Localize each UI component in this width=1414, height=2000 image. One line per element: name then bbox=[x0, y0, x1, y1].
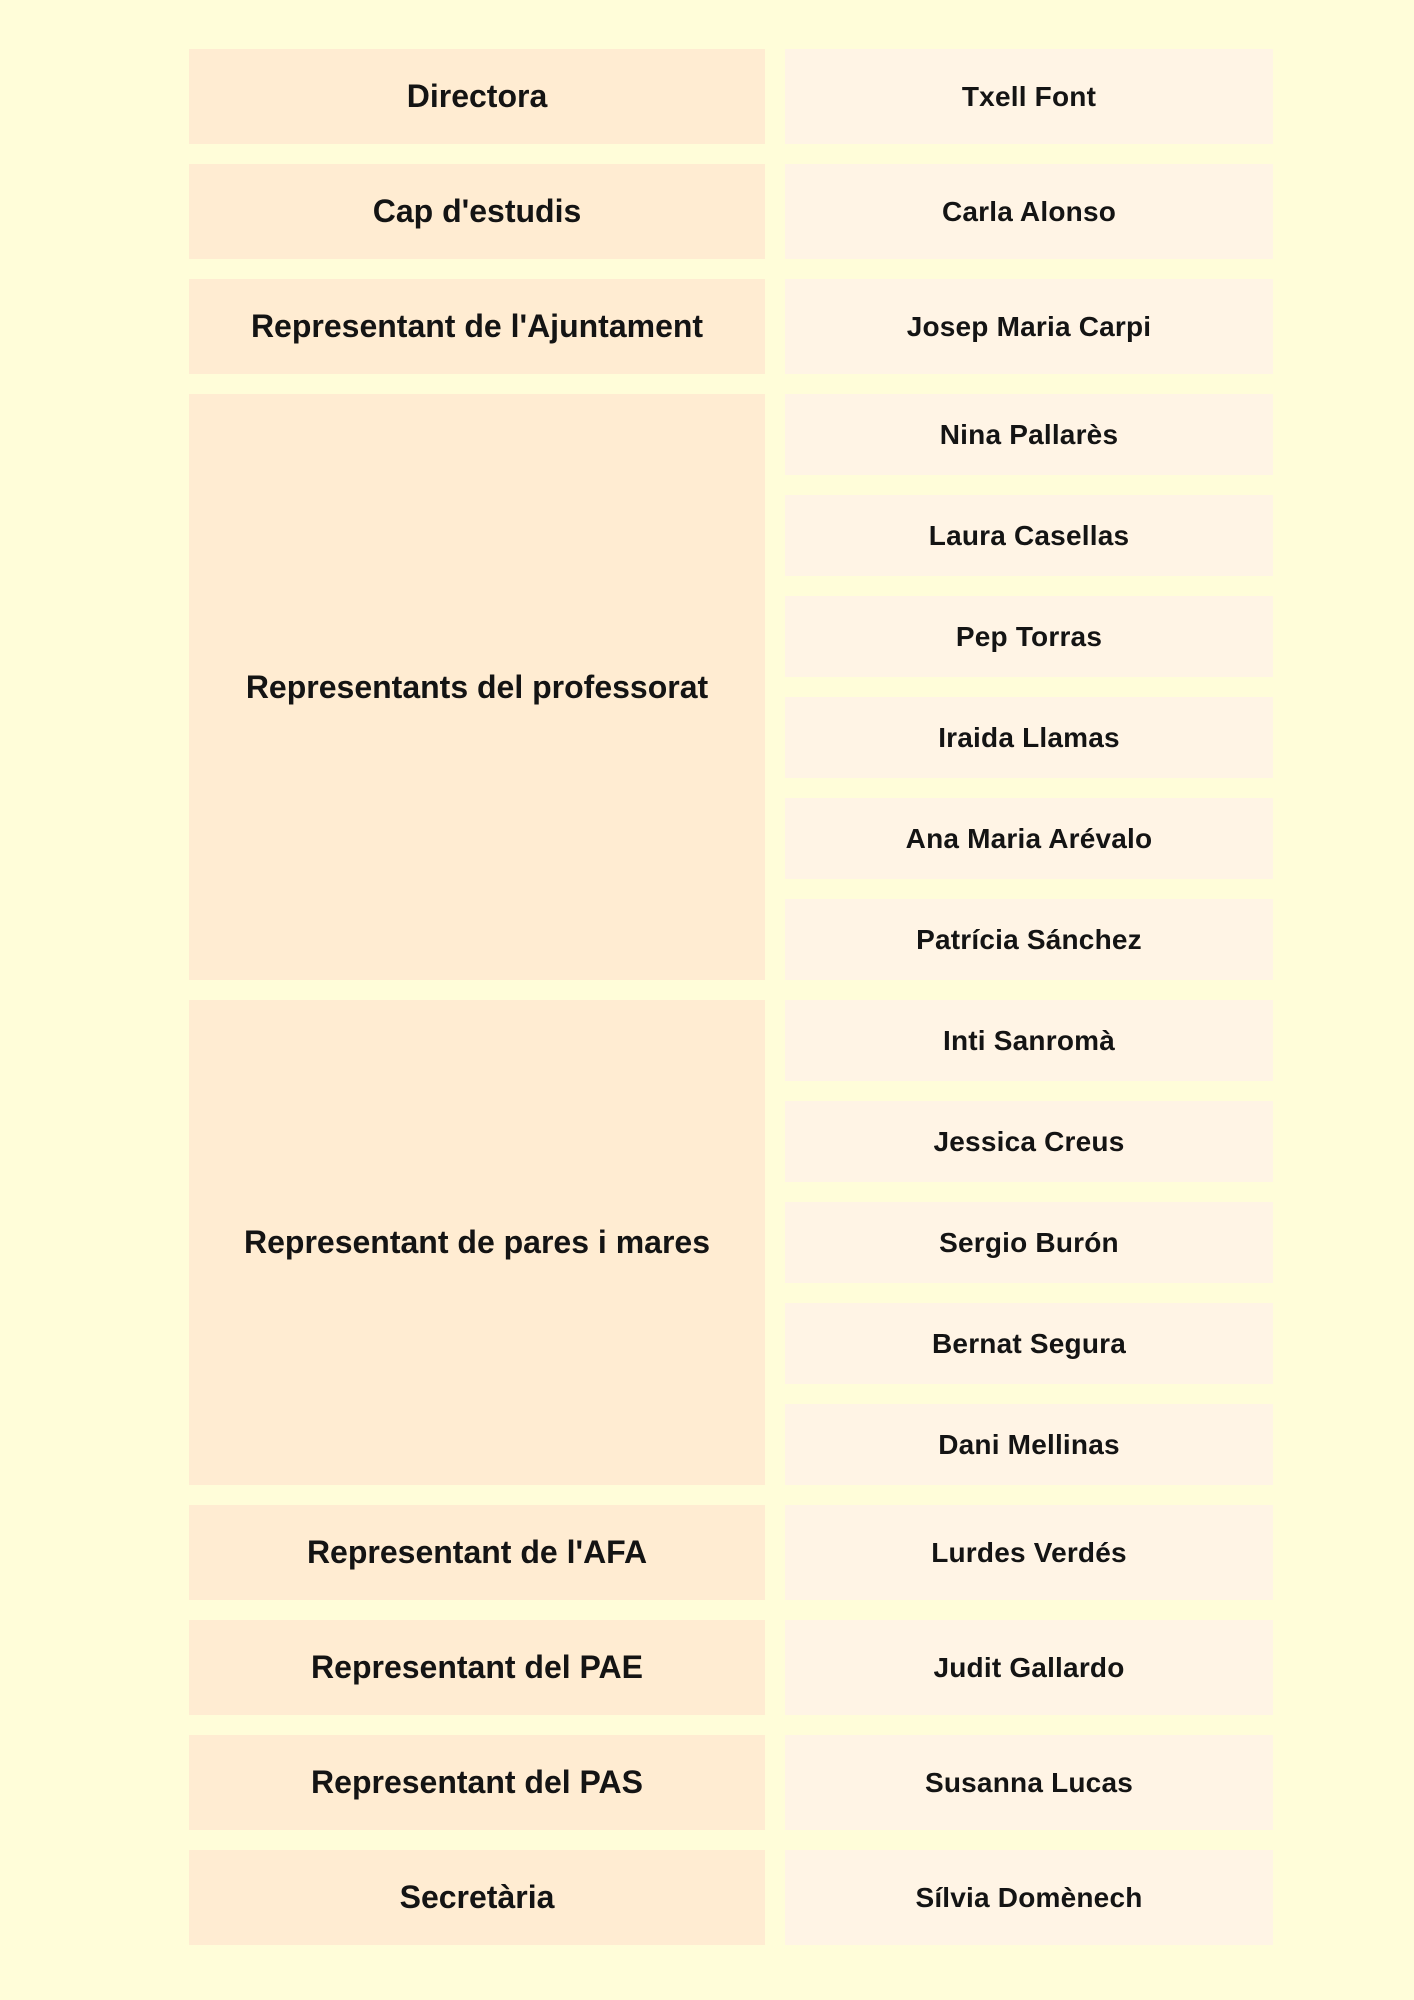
member-name: Josep Maria Carpi bbox=[785, 279, 1273, 374]
names-column bbox=[785, 394, 1273, 980]
member-name: Sergio Burón bbox=[785, 1202, 1273, 1283]
member-name: Inti Sanromà bbox=[785, 1000, 1273, 1081]
member-name: Nina Pallarès bbox=[785, 394, 1273, 475]
member-name: Patrícia Sánchez bbox=[785, 899, 1273, 980]
names-column bbox=[785, 1000, 1273, 1485]
member-name: Iraida Llamas bbox=[785, 697, 1273, 778]
row-secretaria bbox=[189, 1850, 1273, 1945]
row-representant-pares-mares bbox=[189, 1000, 1273, 1485]
names-column bbox=[785, 1850, 1273, 1945]
role-cell: Cap d'estudis bbox=[189, 164, 765, 259]
role-cell: Representant del PAE bbox=[189, 1620, 765, 1715]
role-cell: Secretària bbox=[189, 1850, 765, 1945]
names-column bbox=[785, 279, 1273, 374]
member-name: Txell Font bbox=[785, 49, 1273, 144]
role-cell: Representant de l'AFA bbox=[189, 1505, 765, 1600]
role-cell: Directora bbox=[189, 49, 765, 144]
names-column bbox=[785, 1735, 1273, 1830]
member-name: Susanna Lucas bbox=[785, 1735, 1273, 1830]
member-name: Bernat Segura bbox=[785, 1303, 1273, 1384]
role-cell: Representants del professorat bbox=[189, 394, 765, 980]
row-representant-afa bbox=[189, 1505, 1273, 1600]
row-representant-pas bbox=[189, 1735, 1273, 1830]
names-column bbox=[785, 1505, 1273, 1600]
role-cell: Representant del PAS bbox=[189, 1735, 765, 1830]
member-name: Sílvia Domènech bbox=[785, 1850, 1273, 1945]
member-name: Carla Alonso bbox=[785, 164, 1273, 259]
names-column bbox=[785, 49, 1273, 144]
role-cell: Representant de pares i mares bbox=[189, 1000, 765, 1485]
member-name: Judit Gallardo bbox=[785, 1620, 1273, 1715]
row-representants-professorat bbox=[189, 394, 1273, 980]
row-cap-estudis bbox=[189, 164, 1273, 259]
names-column bbox=[785, 164, 1273, 259]
row-directora bbox=[189, 49, 1273, 144]
member-name: Jessica Creus bbox=[785, 1101, 1273, 1182]
member-name: Pep Torras bbox=[785, 596, 1273, 677]
row-representant-pae bbox=[189, 1620, 1273, 1715]
role-cell: Representant de l'Ajuntament bbox=[189, 279, 765, 374]
council-members-table bbox=[189, 49, 1273, 1965]
row-representant-ajuntament bbox=[189, 279, 1273, 374]
member-name: Laura Casellas bbox=[785, 495, 1273, 576]
member-name: Ana Maria Arévalo bbox=[785, 798, 1273, 879]
names-column bbox=[785, 1620, 1273, 1715]
member-name: Lurdes Verdés bbox=[785, 1505, 1273, 1600]
member-name: Dani Mellinas bbox=[785, 1404, 1273, 1485]
